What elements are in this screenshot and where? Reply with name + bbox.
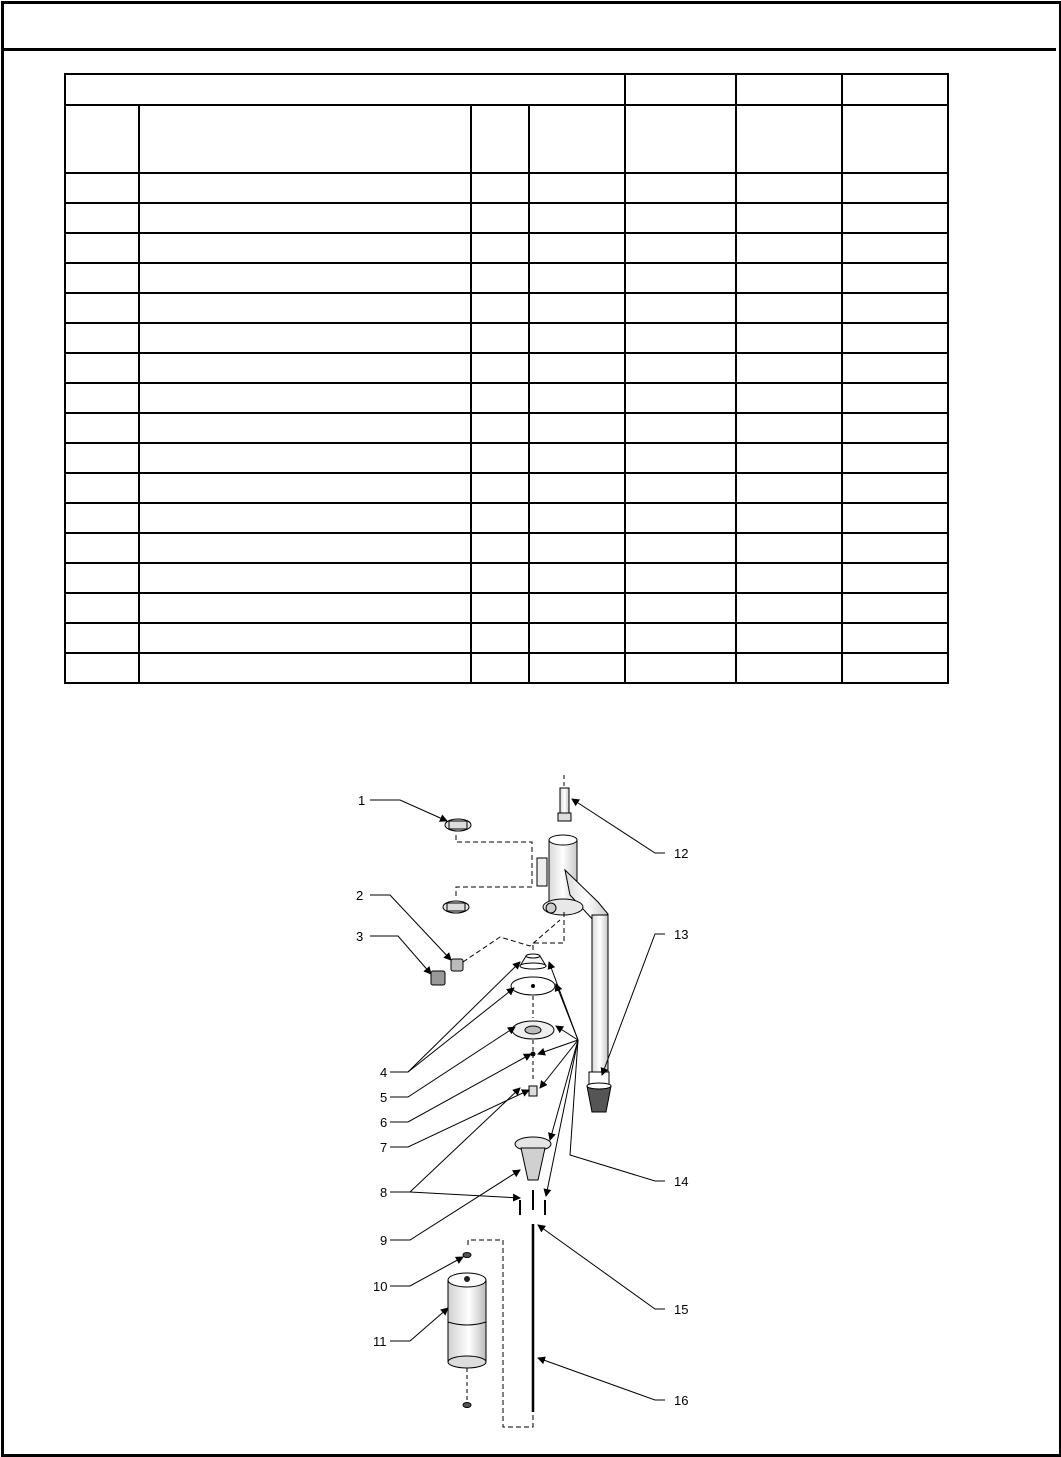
callout-9: 9 bbox=[380, 1233, 388, 1248]
table-cell bbox=[529, 353, 625, 383]
table-cell bbox=[65, 593, 139, 623]
callout-10: 10 bbox=[373, 1279, 388, 1294]
bracket-part bbox=[515, 1137, 551, 1180]
table-cell bbox=[842, 563, 948, 593]
table-cell bbox=[139, 593, 471, 623]
table-cell bbox=[842, 653, 948, 683]
table-cell bbox=[471, 263, 529, 293]
table-cell bbox=[842, 413, 948, 443]
table-cell bbox=[139, 473, 471, 503]
table-cell bbox=[842, 503, 948, 533]
table-cell bbox=[625, 443, 736, 473]
column-header bbox=[529, 105, 625, 173]
table-row bbox=[65, 563, 948, 593]
table-cell bbox=[65, 443, 139, 473]
table-cell bbox=[139, 443, 471, 473]
table-cell bbox=[625, 203, 736, 233]
table-cell bbox=[625, 563, 736, 593]
table-cell bbox=[736, 233, 842, 263]
table-row bbox=[65, 533, 948, 563]
valve-body-part bbox=[537, 835, 608, 1075]
table-column-header bbox=[65, 105, 948, 173]
table-cell bbox=[736, 533, 842, 563]
table-cell bbox=[471, 653, 529, 683]
diffuser-cone-part bbox=[520, 954, 546, 969]
callout-8: 8 bbox=[380, 1185, 388, 1200]
table-cell bbox=[139, 503, 471, 533]
table-cell bbox=[471, 413, 529, 443]
table-cell bbox=[139, 383, 471, 413]
column-header bbox=[139, 105, 471, 173]
table-cell bbox=[471, 593, 529, 623]
table-cell bbox=[842, 233, 948, 263]
table-cell bbox=[65, 353, 139, 383]
table-row bbox=[65, 173, 948, 203]
table-cell bbox=[471, 503, 529, 533]
table-row bbox=[65, 413, 948, 443]
column-header bbox=[471, 105, 529, 173]
table-cell bbox=[625, 233, 736, 263]
washer-part bbox=[531, 1052, 536, 1057]
table-cell bbox=[842, 533, 948, 563]
table-cell bbox=[139, 353, 471, 383]
table-cell bbox=[529, 533, 625, 563]
table-cell bbox=[139, 653, 471, 683]
callout-7: 7 bbox=[380, 1140, 388, 1155]
table-cell bbox=[471, 383, 529, 413]
table-top-header bbox=[65, 74, 948, 105]
table-cell bbox=[471, 473, 529, 503]
nozzle-part bbox=[587, 1072, 611, 1112]
table-cell bbox=[65, 263, 139, 293]
callout-12: 12 bbox=[674, 846, 689, 861]
table-row bbox=[65, 503, 948, 533]
column-header bbox=[625, 105, 736, 173]
table-cell bbox=[625, 413, 736, 443]
table-cell bbox=[65, 473, 139, 503]
callout-16: 16 bbox=[674, 1393, 689, 1408]
table-cell bbox=[842, 203, 948, 233]
callout-14: 14 bbox=[674, 1174, 689, 1189]
table-cell bbox=[736, 563, 842, 593]
table-cell bbox=[736, 443, 842, 473]
table-cell bbox=[736, 293, 842, 323]
assembly-path bbox=[533, 912, 564, 950]
table-cell bbox=[471, 323, 529, 353]
table-cell bbox=[529, 383, 625, 413]
table-cell bbox=[529, 443, 625, 473]
table-cell bbox=[471, 533, 529, 563]
table-cell bbox=[625, 623, 736, 653]
table-cell bbox=[736, 653, 842, 683]
callout-1: 1 bbox=[358, 793, 366, 808]
table-cell bbox=[736, 353, 842, 383]
parts-table bbox=[64, 73, 949, 684]
table-cell bbox=[65, 653, 139, 683]
table-row bbox=[65, 383, 948, 413]
table-cell bbox=[529, 413, 625, 443]
table-cell bbox=[471, 623, 529, 653]
table-cell bbox=[625, 503, 736, 533]
table-cell bbox=[842, 263, 948, 293]
table-cell bbox=[139, 533, 471, 563]
table-cell bbox=[139, 203, 471, 233]
table-row bbox=[65, 653, 948, 683]
top-header-cell bbox=[65, 74, 625, 105]
table-row bbox=[65, 233, 948, 263]
nut-part bbox=[529, 1086, 537, 1096]
table-cell bbox=[529, 293, 625, 323]
table-cell bbox=[139, 233, 471, 263]
table-cell bbox=[471, 233, 529, 263]
table-cell bbox=[65, 293, 139, 323]
table-cell bbox=[471, 563, 529, 593]
table-cell bbox=[65, 323, 139, 353]
callout-4: 4 bbox=[380, 1065, 388, 1080]
table-cell bbox=[65, 623, 139, 653]
table-cell bbox=[625, 263, 736, 293]
table-cell bbox=[842, 353, 948, 383]
header-bar bbox=[4, 4, 1056, 51]
callout-11: 11 bbox=[373, 1334, 387, 1349]
table-row bbox=[65, 473, 948, 503]
table-cell bbox=[471, 353, 529, 383]
table-cell bbox=[65, 503, 139, 533]
table-row bbox=[65, 443, 948, 473]
table-cell bbox=[65, 203, 139, 233]
float-part bbox=[448, 1253, 486, 1408]
table-cell bbox=[842, 173, 948, 203]
table-cell bbox=[529, 263, 625, 293]
table-cell bbox=[736, 503, 842, 533]
table-cell bbox=[736, 383, 842, 413]
callout-6: 6 bbox=[380, 1115, 388, 1130]
table-row bbox=[65, 323, 948, 353]
table-cell bbox=[736, 323, 842, 353]
table-cell bbox=[736, 413, 842, 443]
table-cell bbox=[625, 293, 736, 323]
table-cell bbox=[625, 383, 736, 413]
table-cell bbox=[625, 653, 736, 683]
table-cell bbox=[842, 323, 948, 353]
table-cell bbox=[736, 473, 842, 503]
table-cell bbox=[736, 593, 842, 623]
top-header-cell bbox=[625, 74, 736, 105]
table-cell bbox=[471, 173, 529, 203]
table-cell bbox=[529, 173, 625, 203]
table-cell bbox=[139, 413, 471, 443]
callout-15: 15 bbox=[674, 1302, 689, 1317]
table-cell bbox=[625, 353, 736, 383]
table-cell bbox=[529, 563, 625, 593]
assembly-path bbox=[456, 835, 532, 897]
table-cell bbox=[736, 203, 842, 233]
table-cell bbox=[842, 473, 948, 503]
table-row bbox=[65, 353, 948, 383]
table-cell bbox=[842, 293, 948, 323]
callout-2: 2 bbox=[356, 888, 364, 903]
table-cell bbox=[529, 623, 625, 653]
table-cell bbox=[625, 593, 736, 623]
table-row bbox=[65, 623, 948, 653]
table-row bbox=[65, 293, 948, 323]
table-cell bbox=[842, 593, 948, 623]
table-cell bbox=[529, 473, 625, 503]
table-cell bbox=[625, 473, 736, 503]
column-header bbox=[65, 105, 139, 173]
table-cell bbox=[625, 173, 736, 203]
table-row bbox=[65, 593, 948, 623]
table-row bbox=[65, 263, 948, 293]
leader-lines bbox=[370, 799, 665, 1400]
table-cell bbox=[625, 323, 736, 353]
assembly-path bbox=[463, 920, 560, 962]
table-cell bbox=[529, 653, 625, 683]
table-cell bbox=[65, 563, 139, 593]
table-cell bbox=[529, 593, 625, 623]
callout-3: 3 bbox=[356, 929, 364, 944]
table-cell bbox=[842, 623, 948, 653]
table-cell bbox=[139, 623, 471, 653]
column-header bbox=[842, 105, 948, 173]
column-header bbox=[736, 105, 842, 173]
table-cell bbox=[529, 233, 625, 263]
table-cell bbox=[736, 173, 842, 203]
table-cell bbox=[471, 443, 529, 473]
top-header-cell bbox=[842, 74, 948, 105]
table-cell bbox=[139, 293, 471, 323]
table-cell bbox=[471, 203, 529, 233]
callout-5: 5 bbox=[380, 1090, 388, 1105]
table-cell bbox=[471, 293, 529, 323]
table-cell bbox=[65, 233, 139, 263]
table-cell bbox=[842, 383, 948, 413]
table-row bbox=[65, 203, 948, 233]
bolt-part bbox=[558, 788, 571, 821]
table-cell bbox=[65, 173, 139, 203]
clamp-part bbox=[443, 819, 471, 913]
table-cell bbox=[65, 533, 139, 563]
table-cell bbox=[139, 563, 471, 593]
table-cell bbox=[139, 173, 471, 203]
table-cell bbox=[736, 263, 842, 293]
table-cell bbox=[65, 413, 139, 443]
table-cell bbox=[529, 203, 625, 233]
table-cell bbox=[842, 443, 948, 473]
callout-13: 13 bbox=[674, 927, 689, 942]
exploded-parts-diagram bbox=[0, 700, 1061, 1445]
table-cell bbox=[529, 503, 625, 533]
table-cell bbox=[736, 623, 842, 653]
top-header-cell bbox=[736, 74, 842, 105]
table-cell bbox=[529, 323, 625, 353]
plate-part bbox=[511, 977, 555, 1039]
table-cell bbox=[139, 323, 471, 353]
table-cell bbox=[625, 533, 736, 563]
table-cell bbox=[65, 383, 139, 413]
table-cell bbox=[139, 263, 471, 293]
fitting-part bbox=[431, 959, 463, 985]
